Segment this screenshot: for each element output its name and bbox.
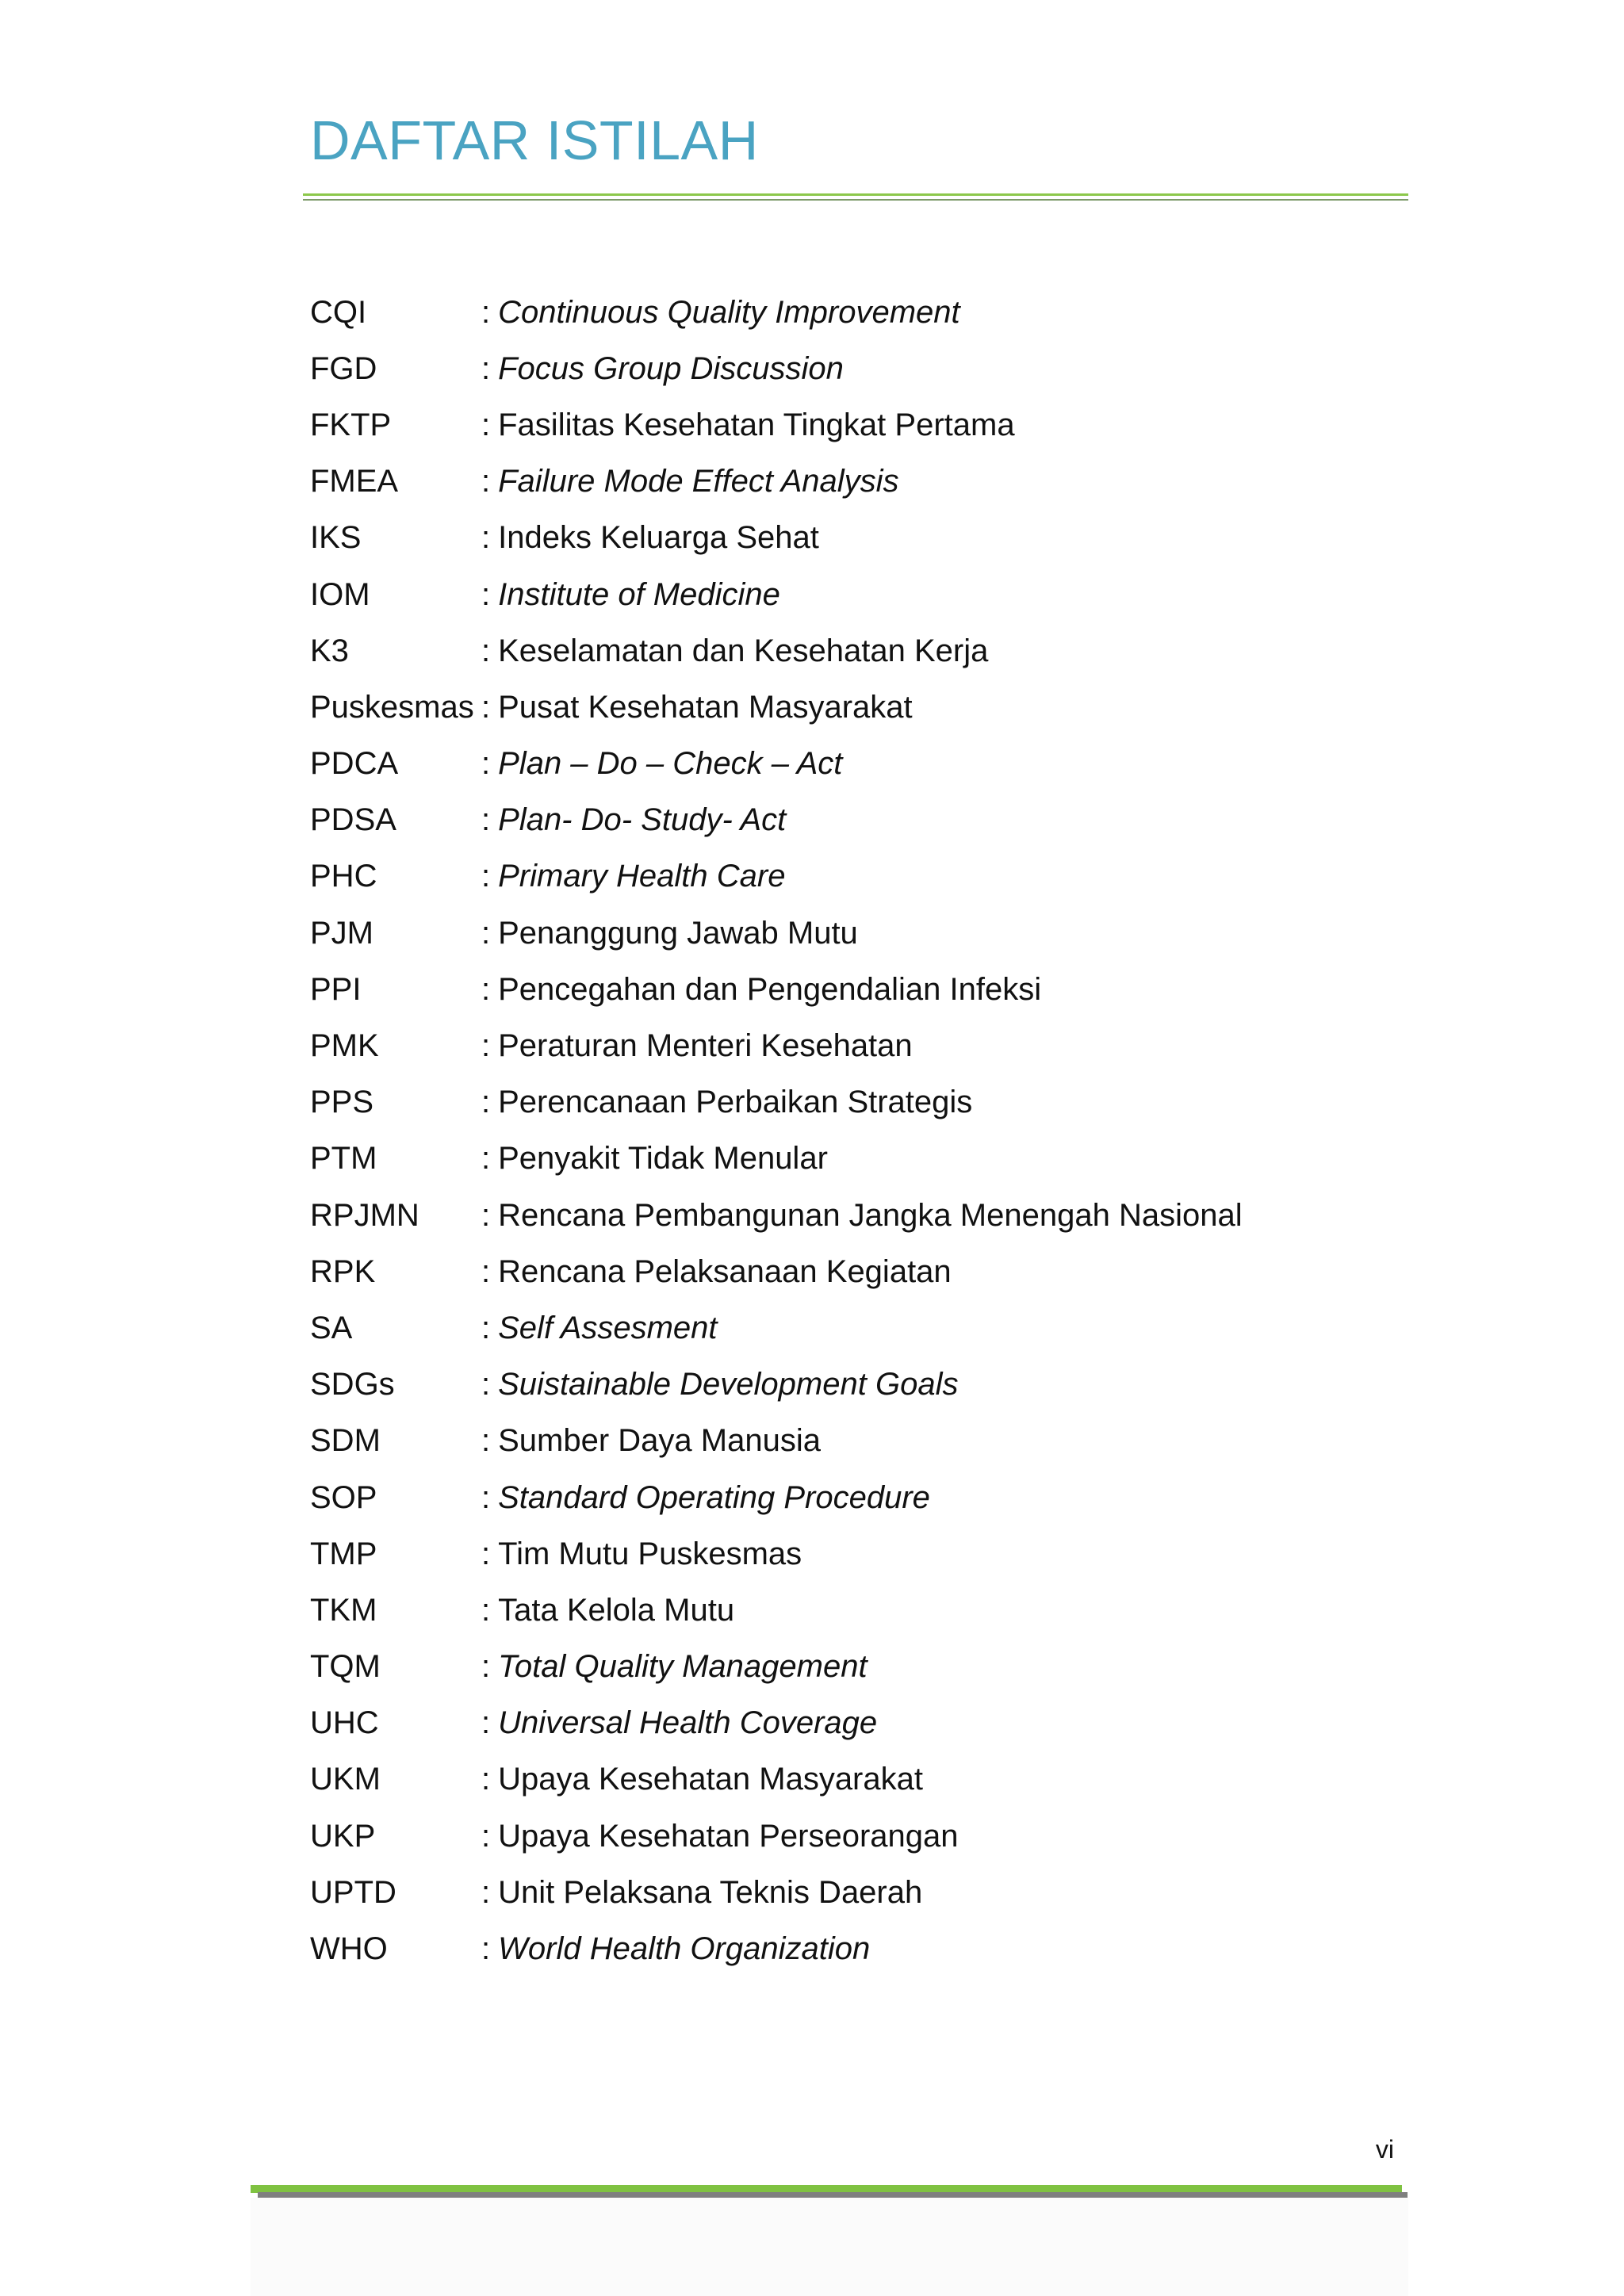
footer-rule-gray	[258, 2192, 1408, 2198]
footer-shade	[251, 2198, 1408, 2296]
glossary-row	[310, 1582, 1420, 1638]
glossary-row	[310, 340, 1420, 396]
glossary-row	[310, 1074, 1420, 1131]
glossary-definition: Rencana Pelaksanaan Kegiatan	[498, 1253, 952, 1289]
glossary-row	[310, 1751, 1420, 1808]
glossary-row	[310, 1187, 1420, 1243]
glossary-definition: Pusat Kesehatan Masyarakat	[498, 689, 913, 725]
glossary-abbreviation: RPK	[310, 1253, 376, 1289]
glossary-separator: :	[481, 971, 491, 1007]
glossary-abbreviation: SDM	[310, 1423, 381, 1459]
glossary-definition: Tim Mutu Puskesmas	[498, 1536, 802, 1571]
glossary-separator: :	[481, 1818, 491, 1854]
glossary-row	[310, 1243, 1420, 1299]
glossary-definition: Primary Health Care	[498, 859, 786, 894]
glossary-definition: Standard Operating Procedure	[498, 1479, 930, 1515]
glossary-abbreviation: UKP	[310, 1818, 376, 1854]
glossary-row	[310, 1299, 1420, 1356]
glossary-definition: Suistainable Development Goals	[498, 1367, 959, 1402]
glossary-row	[310, 961, 1420, 1017]
glossary-separator: :	[481, 633, 491, 668]
glossary-abbreviation: Puskesmas	[310, 689, 474, 725]
glossary-separator: :	[481, 859, 491, 894]
glossary-separator: :	[481, 1479, 491, 1515]
glossary-definition: Institute of Medicine	[498, 576, 780, 612]
glossary-definition: Pencegahan dan Pengendalian Infeksi	[498, 971, 1042, 1007]
glossary-definition: Sumber Daya Manusia	[498, 1423, 821, 1459]
glossary-row	[310, 1357, 1420, 1413]
glossary-abbreviation: K3	[310, 633, 349, 668]
glossary-abbreviation: UPTD	[310, 1874, 396, 1910]
glossary-definition: Peraturan Menteri Kesehatan	[498, 1028, 913, 1064]
glossary-abbreviation: RPJMN	[310, 1197, 419, 1233]
glossary-definition: Plan- Do- Study- Act	[498, 802, 787, 838]
glossary-definition: Focus Group Discussion	[498, 350, 844, 386]
glossary-row	[310, 566, 1420, 622]
glossary-row	[310, 792, 1420, 848]
glossary-separator: :	[481, 746, 491, 782]
glossary-abbreviation: FMEA	[310, 464, 399, 499]
glossary-row	[310, 1131, 1420, 1187]
title-rule-olive	[303, 199, 1408, 201]
glossary-row	[310, 736, 1420, 792]
glossary-separator: :	[481, 1367, 491, 1402]
glossary-separator: :	[481, 350, 491, 386]
glossary-definition: Self Assesment	[498, 1310, 718, 1345]
glossary-row	[310, 284, 1420, 340]
glossary-definition: Upaya Kesehatan Perseorangan	[498, 1818, 959, 1854]
glossary-abbreviation: IOM	[310, 576, 370, 612]
glossary-definition: Tata Kelola Mutu	[498, 1592, 735, 1628]
glossary-definition: Unit Pelaksana Teknis Daerah	[498, 1874, 923, 1910]
glossary-row	[310, 679, 1420, 735]
glossary-separator: :	[481, 1649, 491, 1685]
glossary-definition: Penyakit Tidak Menular	[498, 1141, 828, 1177]
glossary-separator: :	[481, 1085, 491, 1120]
glossary-abbreviation: SOP	[310, 1479, 377, 1515]
glossary-row	[310, 453, 1420, 510]
glossary-definition: Keselamatan dan Kesehatan Kerja	[498, 633, 989, 668]
glossary-separator: :	[481, 1028, 491, 1064]
glossary-separator: :	[481, 1874, 491, 1910]
glossary-abbreviation: SA	[310, 1310, 353, 1345]
glossary-abbreviation: TMP	[310, 1536, 377, 1571]
page-number: vi	[1375, 2135, 1394, 2164]
glossary-abbreviation: TKM	[310, 1592, 377, 1628]
glossary-separator: :	[481, 294, 491, 330]
glossary-list	[310, 284, 1420, 1977]
glossary-separator: :	[481, 1141, 491, 1177]
glossary-separator: :	[481, 576, 491, 612]
glossary-definition: Upaya Kesehatan Masyarakat	[498, 1762, 923, 1797]
glossary-abbreviation: UKM	[310, 1762, 381, 1797]
glossary-definition: Indeks Keluarga Sehat	[498, 520, 819, 556]
glossary-row	[310, 1525, 1420, 1582]
glossary-separator: :	[481, 1310, 491, 1345]
glossary-abbreviation: PPS	[310, 1085, 374, 1120]
glossary-row	[310, 848, 1420, 905]
glossary-separator: :	[481, 1762, 491, 1797]
glossary-row	[310, 396, 1420, 453]
glossary-abbreviation: PTM	[310, 1141, 377, 1177]
title-rule-green	[303, 193, 1408, 196]
glossary-definition: Continuous Quality Improvement	[498, 294, 960, 330]
glossary-separator: :	[481, 520, 491, 556]
glossary-row	[310, 1639, 1420, 1695]
glossary-separator: :	[481, 1197, 491, 1233]
glossary-row	[310, 510, 1420, 566]
glossary-abbreviation: IKS	[310, 520, 362, 556]
glossary-abbreviation: FGD	[310, 350, 377, 386]
glossary-abbreviation: UHC	[310, 1705, 379, 1741]
glossary-separator: :	[481, 1705, 491, 1741]
glossary-separator: :	[481, 1931, 491, 1967]
glossary-abbreviation: PDCA	[310, 746, 399, 782]
glossary-abbreviation: PPI	[310, 971, 362, 1007]
glossary-row	[310, 1864, 1420, 1920]
glossary-definition: World Health Organization	[498, 1931, 871, 1967]
glossary-definition: Universal Health Coverage	[498, 1705, 878, 1741]
glossary-abbreviation: PDSA	[310, 802, 396, 838]
glossary-abbreviation: PJM	[310, 915, 373, 951]
glossary-definition: Penanggung Jawab Mutu	[498, 915, 858, 951]
glossary-abbreviation: CQI	[310, 294, 367, 330]
glossary-abbreviation: FKTP	[310, 407, 392, 442]
glossary-definition: Perencanaan Perbaikan Strategis	[498, 1085, 973, 1120]
glossary-row	[310, 1695, 1420, 1751]
page-title: DAFTAR ISTILAH	[310, 109, 759, 171]
glossary-abbreviation: SDGs	[310, 1367, 395, 1402]
glossary-separator: :	[481, 1423, 491, 1459]
glossary-definition: Plan – Do – Check – Act	[498, 746, 843, 782]
glossary-separator: :	[481, 802, 491, 838]
glossary-abbreviation: PMK	[310, 1028, 379, 1064]
glossary-separator: :	[481, 1253, 491, 1289]
glossary-separator: :	[481, 915, 491, 951]
glossary-definition: Rencana Pembangunan Jangka Menengah Nasional	[498, 1197, 1243, 1233]
glossary-separator: :	[481, 464, 491, 499]
glossary-definition: Failure Mode Effect Analysis	[498, 464, 899, 499]
glossary-row	[310, 1808, 1420, 1864]
glossary-separator: :	[481, 1592, 491, 1628]
glossary-row	[310, 1017, 1420, 1073]
glossary-abbreviation: TQM	[310, 1649, 381, 1685]
glossary-separator: :	[481, 407, 491, 442]
glossary-separator: :	[481, 1536, 491, 1571]
glossary-row	[310, 1920, 1420, 1976]
glossary-definition: Total Quality Management	[498, 1649, 868, 1685]
glossary-abbreviation: PHC	[310, 859, 377, 894]
glossary-row	[310, 1413, 1420, 1469]
glossary-row	[310, 1469, 1420, 1525]
glossary-row	[310, 905, 1420, 961]
glossary-abbreviation: WHO	[310, 1931, 388, 1967]
glossary-separator: :	[481, 689, 491, 725]
glossary-definition: Fasilitas Kesehatan Tingkat Pertama	[498, 407, 1015, 442]
glossary-row	[310, 622, 1420, 679]
